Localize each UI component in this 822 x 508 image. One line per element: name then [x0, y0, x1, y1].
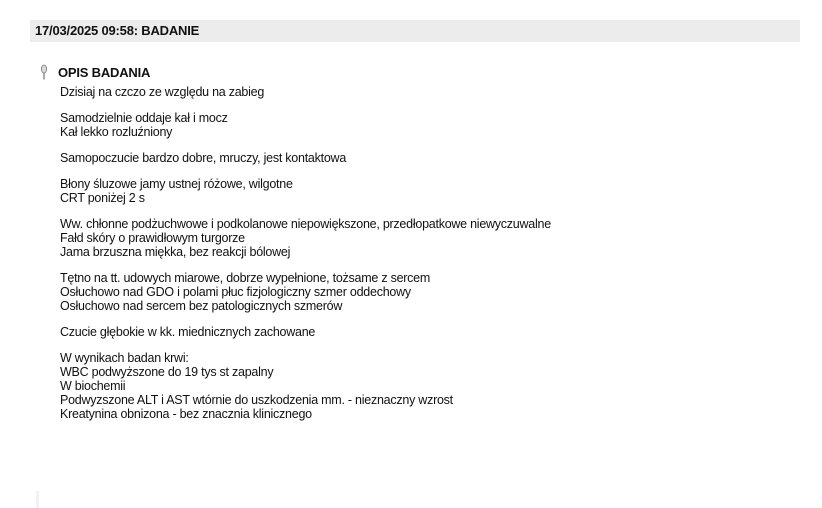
exam-text-line: Osłuchowo nad sercem bez patologicznych szmerów [60, 299, 343, 313]
exam-text-line: W biochemii [60, 379, 126, 393]
exam-text-line: Jama brzuszna miękka, bez reakcji bólowej [60, 245, 291, 259]
exam-text-line: Dzisiaj na czczo ze względu na zabieg [60, 85, 265, 99]
exam-text-line: Ww. chłonne podżuchwowe i podkolanowe niepowiększone, przedłopatkowe niewyczuwalne [60, 217, 551, 231]
exam-text-line: Kał lekko rozluźniony [60, 125, 173, 139]
exam-text-line: Czucie głębokie w kk. miednicznych zachowane [60, 325, 316, 339]
exam-paragraph [60, 151, 551, 165]
page-edge [36, 491, 39, 508]
exam-header-title: 17/03/2025 09:58: BADANIE [35, 23, 200, 38]
exam-text-line: Błony śluzowe jamy ustnej różowe, wilgotne [60, 177, 293, 191]
exam-paragraph [60, 85, 551, 99]
exam-description [60, 85, 551, 433]
exam-paragraph [60, 271, 551, 313]
exam-text-line: Osłuchowo nad GDO i polami płuc fizjologiczny szmer oddechowy [60, 285, 411, 299]
exam-text-line: WBC podwyższone do 19 tys st zapalny [60, 365, 274, 379]
pushpin-icon [38, 64, 50, 80]
exam-text-line: CRT poniżej 2 s [60, 191, 145, 205]
exam-paragraph [60, 217, 551, 259]
exam-paragraph [60, 111, 551, 139]
section-title: OPIS BADANIA [58, 65, 151, 80]
exam-text-line: W wynikach badan krwi: [60, 351, 189, 365]
exam-text-line: Kreatynina obnizona - bez znacznia klinicznego [60, 407, 312, 421]
exam-text-line: Podwyzszone ALT i AST wtórnie do uszkodzenia mm. - nieznaczny wzrost [60, 393, 453, 407]
exam-paragraph [60, 177, 551, 205]
exam-text-line: Samopoczucie bardzo dobre, mruczy, jest kontaktowa [60, 151, 347, 165]
exam-paragraph [60, 351, 551, 421]
exam-paragraph [60, 325, 551, 339]
exam-text-line: Tętno na tt. udowych miarowe, dobrze wypełnione, tożsame z sercem [60, 271, 431, 285]
exam-text-line: Samodzielnie oddaje kał i mocz [60, 111, 228, 125]
exam-text-line: Fałd skóry o prawidłowym turgorze [60, 231, 245, 245]
